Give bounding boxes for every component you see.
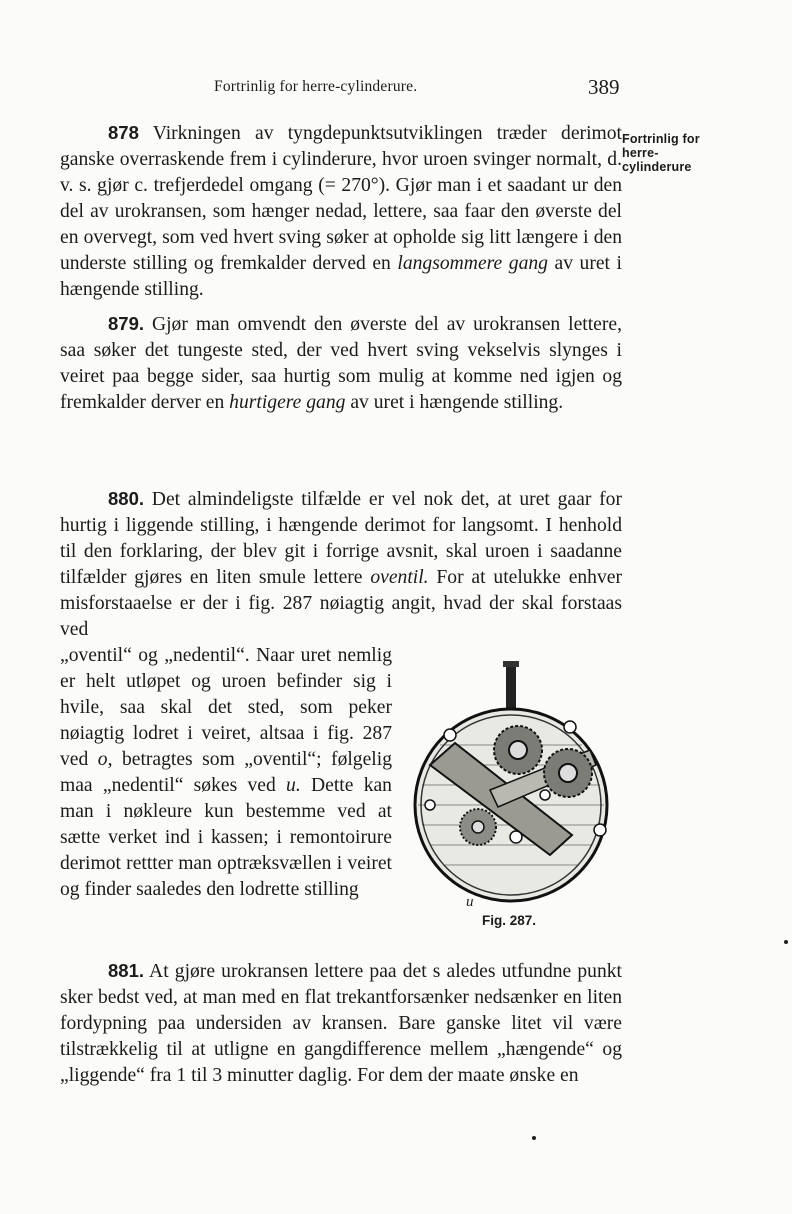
running-head: Fortrinlig for herre-cylinderure. [214,78,418,95]
crown-stem-icon [503,661,519,713]
section-number: 880. [108,488,145,509]
paragraph-text: betragtes som „oventil“; følgelig maa „nedentil“ søkes ved [60,749,392,796]
gear-wheel [460,809,496,845]
section-number: 881. [108,960,145,981]
emphasis: langsommere gang [397,253,548,274]
paragraph-878 [60,120,622,303]
page-header [0,75,792,104]
paragraph-text: At gjøre urokransen lettere paa det s aledes utfundne punkt sker bedst ved, at man med en flat trekantforsænker nedsænker en liten fordypning paa undersiden av kransen. Bare ganske litet vil være tilstrækkelig til at utligne en gangdifference mellem „hængende“ og „liggende“ fra 1 til 3 minutter daglig. For dem der maate ønske en [60,961,622,1086]
print-speck [784,940,788,944]
margin-note-line: cylinderure [622,160,692,174]
margin-note-line: Fortrinlig for [622,132,700,146]
emphasis: oventil. [370,567,429,588]
margin-note-line: herre- [622,146,659,160]
paragraph-text: Gjør man omvendt den øverste del av urokransen lettere, saa søker det tungeste sted, der ved hvert sving vekselvis slynges i veiret paa begge sider, saa hurtig som mulig at komme ned igjen og fremkalder derver en [60,314,622,413]
gear-wheel [494,726,542,774]
paragraph-881 [60,958,622,1089]
margin-note [622,132,732,174]
paragraph-text: Det almindeligste tilfælde er vel nok det, at uret gaar for hurtig i liggende stilling, i hængende derimot for langsomt. I henhold til den forklaring, der blev git i forrige avsnit, skal uroen i saadanne tilfælder gjøres en liten smule lettere [60,489,622,588]
page-number: 389 [588,75,620,99]
section-number: 878 [108,122,139,143]
paragraph-text: av uret i hængende stilling. [60,253,622,300]
gear-wheel [544,749,592,797]
emphasis: u. [286,775,301,796]
watch-movement-figure [400,655,625,905]
paragraph-text: Virkningen av tyngdepunktsutviklingen træder derimot ganske overraskende frem i cylinderure, hvor uroen svinger normalt, d. v. s. gjør c. trefjerdedel omgang (= 270°). Gjør man i et saadant ur den del av urokransen, som hænger nedad, lettere, saa faar den øverste del en overvegt, som ved hvert sving søker at opholde sig litt længere i den underste stilling og fremkalder derved en [60,123,622,274]
emphasis: o, [97,749,113,770]
text-block [60,120,622,416]
print-speck [532,1136,536,1140]
paragraph-880-top [60,486,622,643]
paragraph-text: „oventil“ og „nedentil“. Naar uret nemlig er helt utløpet og uroen befinder sig i hvile, saa skal det sted, som peker nøiagtig lodret i veiret, altsaa i fig. 287 ved [60,645,392,770]
paragraph-text: Dette kan man i nøkleure kun bestemme ved at sætte verket ind i kassen; i remontoirure derimot rettter man optræksvællen i veiret og finder saaledes den lodrette stilling [60,775,392,900]
emphasis: hurtigere gang [229,392,346,413]
paragraph-880-wrapped [60,643,392,903]
paragraph-text: av uret i hængende stilling. [345,392,564,413]
figure-caption: Fig. 287. [482,913,537,928]
section-number: 879. [108,313,145,334]
paragraph-text: For at utelukke enhver misforstaaelse er der i fig. 287 nøiagtig angit, hvad der skal forstaas ved [60,567,623,640]
paragraph-879 [60,311,622,416]
figure-label-u: u [466,894,474,910]
